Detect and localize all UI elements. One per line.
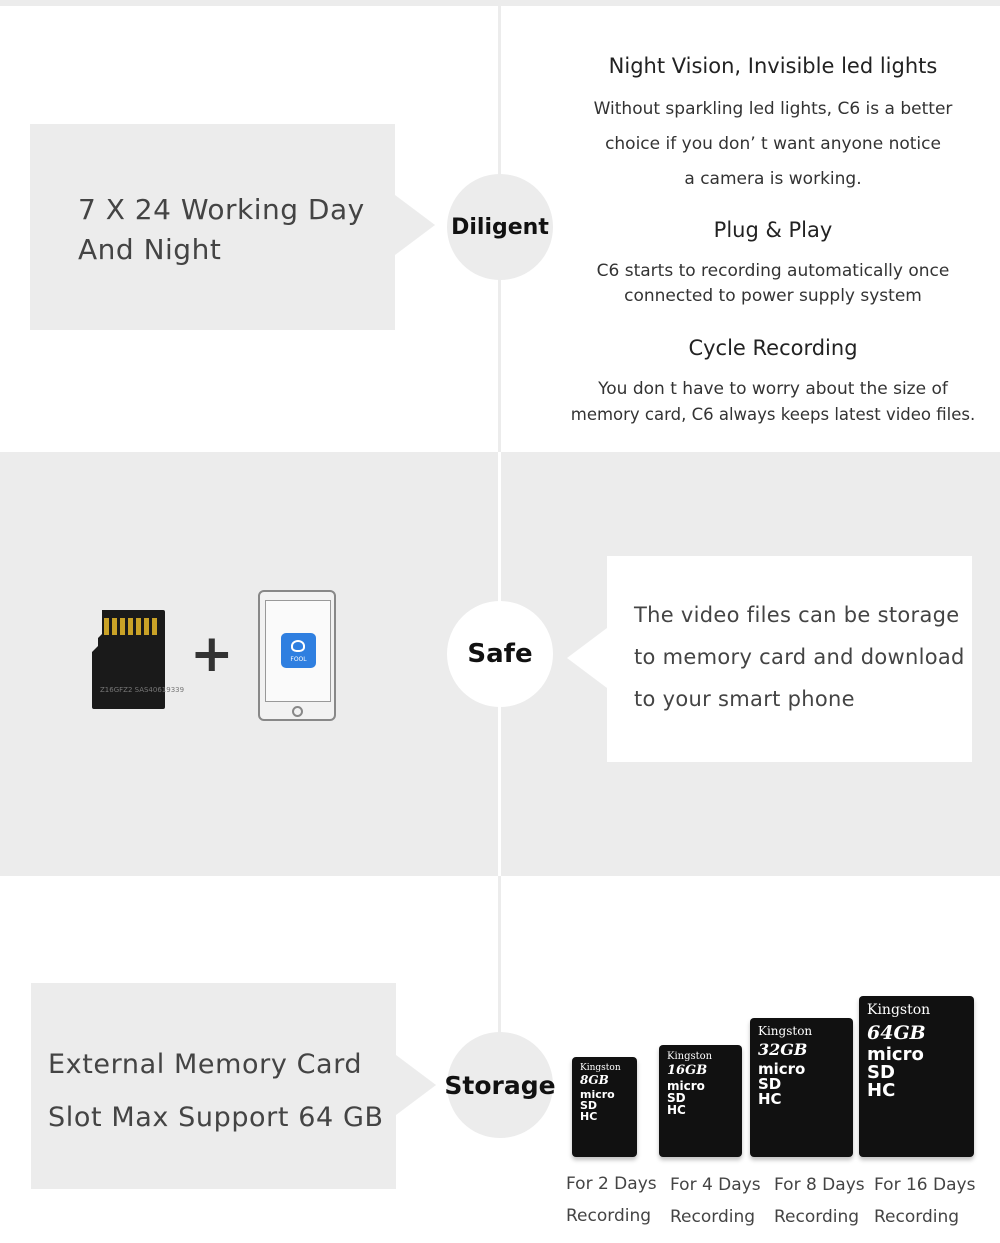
- diligent-box-line1: 7 X 24 Working Day: [78, 193, 365, 226]
- card-logo-micro: micro: [580, 1088, 615, 1101]
- app-icon-label: FOOL: [290, 656, 307, 663]
- card-label-8gb: [566, 1168, 657, 1232]
- memory-card-64gb: [859, 996, 974, 1157]
- safe-box-line2: to memory card and download: [634, 645, 965, 669]
- card-brand: Kingston: [667, 1051, 713, 1062]
- feature-text-night-vision-line2: choice if you don’ t want anyone notice: [605, 134, 941, 154]
- feature-text-cycle-recording-line1: You don t have to worry about the size of: [598, 379, 948, 399]
- feature-text-cycle-recording-line2: memory card, C6 always keeps latest video files.: [570, 405, 976, 424]
- card-label-line1: For 2 Days: [566, 1174, 657, 1194]
- diligent-box-line2: And Night: [78, 233, 222, 266]
- card-logo-hc: HC: [867, 1080, 896, 1101]
- card-logo-sd: SD: [580, 1099, 598, 1112]
- plus-symbol: +: [190, 624, 234, 684]
- home-button-icon: [292, 706, 303, 717]
- card-label-line2: Recording: [566, 1206, 652, 1226]
- card-logo-micro: micro: [867, 1044, 924, 1065]
- safe-label: Safe: [467, 639, 533, 669]
- card-capacity: 16GB: [667, 1063, 708, 1078]
- storage-box-line2: Slot Max Support 64 GB: [48, 1102, 384, 1133]
- storage-box-line1: External Memory Card: [48, 1049, 363, 1080]
- card-capacity: 8GB: [580, 1073, 609, 1087]
- card-label-32gb: [774, 1169, 865, 1233]
- app-icon: [281, 633, 316, 668]
- microsd-card-image: [92, 610, 185, 709]
- card-logo-hc: HC: [758, 1090, 782, 1108]
- card-label-line2: Recording: [774, 1207, 860, 1227]
- card-logo-sd: SD: [867, 1062, 895, 1083]
- card-label-64gb: [874, 1169, 975, 1233]
- safe-box-line3: to your smart phone: [634, 687, 855, 711]
- card-label-line1: For 16 Days: [874, 1175, 976, 1195]
- memory-card-8gb: [572, 1057, 637, 1157]
- card-logo-micro: micro: [667, 1079, 705, 1093]
- memory-card-32gb: [750, 1018, 853, 1157]
- memory-card-16gb: [659, 1045, 742, 1157]
- card-logo-sd: SD: [667, 1091, 686, 1105]
- card-brand: Kingston: [758, 1024, 813, 1038]
- card-brand: Kingston: [867, 1002, 931, 1018]
- diligent-box-pointer: [395, 195, 435, 255]
- safe-box-pointer: [567, 628, 607, 688]
- card-capacity: 32GB: [758, 1040, 808, 1059]
- card-capacity: 64GB: [867, 1022, 926, 1044]
- safe-text-box: [607, 556, 972, 762]
- feature-text-plug-play-line1: C6 starts to recording automatically once: [596, 261, 950, 281]
- feature-text-plug-play-line2: connected to power supply system: [624, 286, 922, 306]
- microsd-serial: Z16GFZ2 SAS40619339: [100, 686, 185, 694]
- storage-box-pointer: [396, 1055, 436, 1115]
- diligent-label: Diligent: [451, 214, 549, 240]
- storage-circle-badge: [444, 1032, 556, 1138]
- card-logo-sd: SD: [758, 1075, 782, 1093]
- microsd-card-icon: [92, 610, 165, 709]
- feature-title-plug-play: Plug & Play: [713, 218, 833, 242]
- smartphone-screen: [265, 600, 331, 702]
- feature-text-night-vision-line3: a camera is working.: [684, 169, 862, 189]
- feature-title-cycle-recording: Cycle Recording: [688, 336, 858, 360]
- smartphone-image: [258, 590, 336, 721]
- card-logo-micro: micro: [758, 1060, 806, 1078]
- diligent-circle-badge: [447, 174, 553, 280]
- feature-text-night-vision-line1: Without sparkling led lights, C6 is a better: [593, 99, 953, 119]
- owl-icon: [291, 640, 305, 652]
- card-label-line1: For 4 Days: [670, 1175, 761, 1195]
- storage-label: Storage: [444, 1070, 556, 1100]
- card-label-line2: Recording: [670, 1207, 756, 1227]
- card-label-line2: Recording: [874, 1207, 960, 1227]
- safe-box-line1: The video files can be storage: [634, 603, 960, 627]
- card-label-16gb: [670, 1169, 761, 1233]
- card-brand: Kingston: [580, 1063, 621, 1073]
- card-label-line1: For 8 Days: [774, 1175, 865, 1195]
- diligent-text-box: [30, 124, 395, 330]
- storage-text-box: [31, 983, 396, 1189]
- feature-title-night-vision: Night Vision, Invisible led lights: [608, 54, 938, 78]
- safe-circle-badge: [447, 601, 553, 707]
- card-logo-hc: HC: [667, 1103, 686, 1117]
- card-logo-hc: HC: [580, 1110, 598, 1123]
